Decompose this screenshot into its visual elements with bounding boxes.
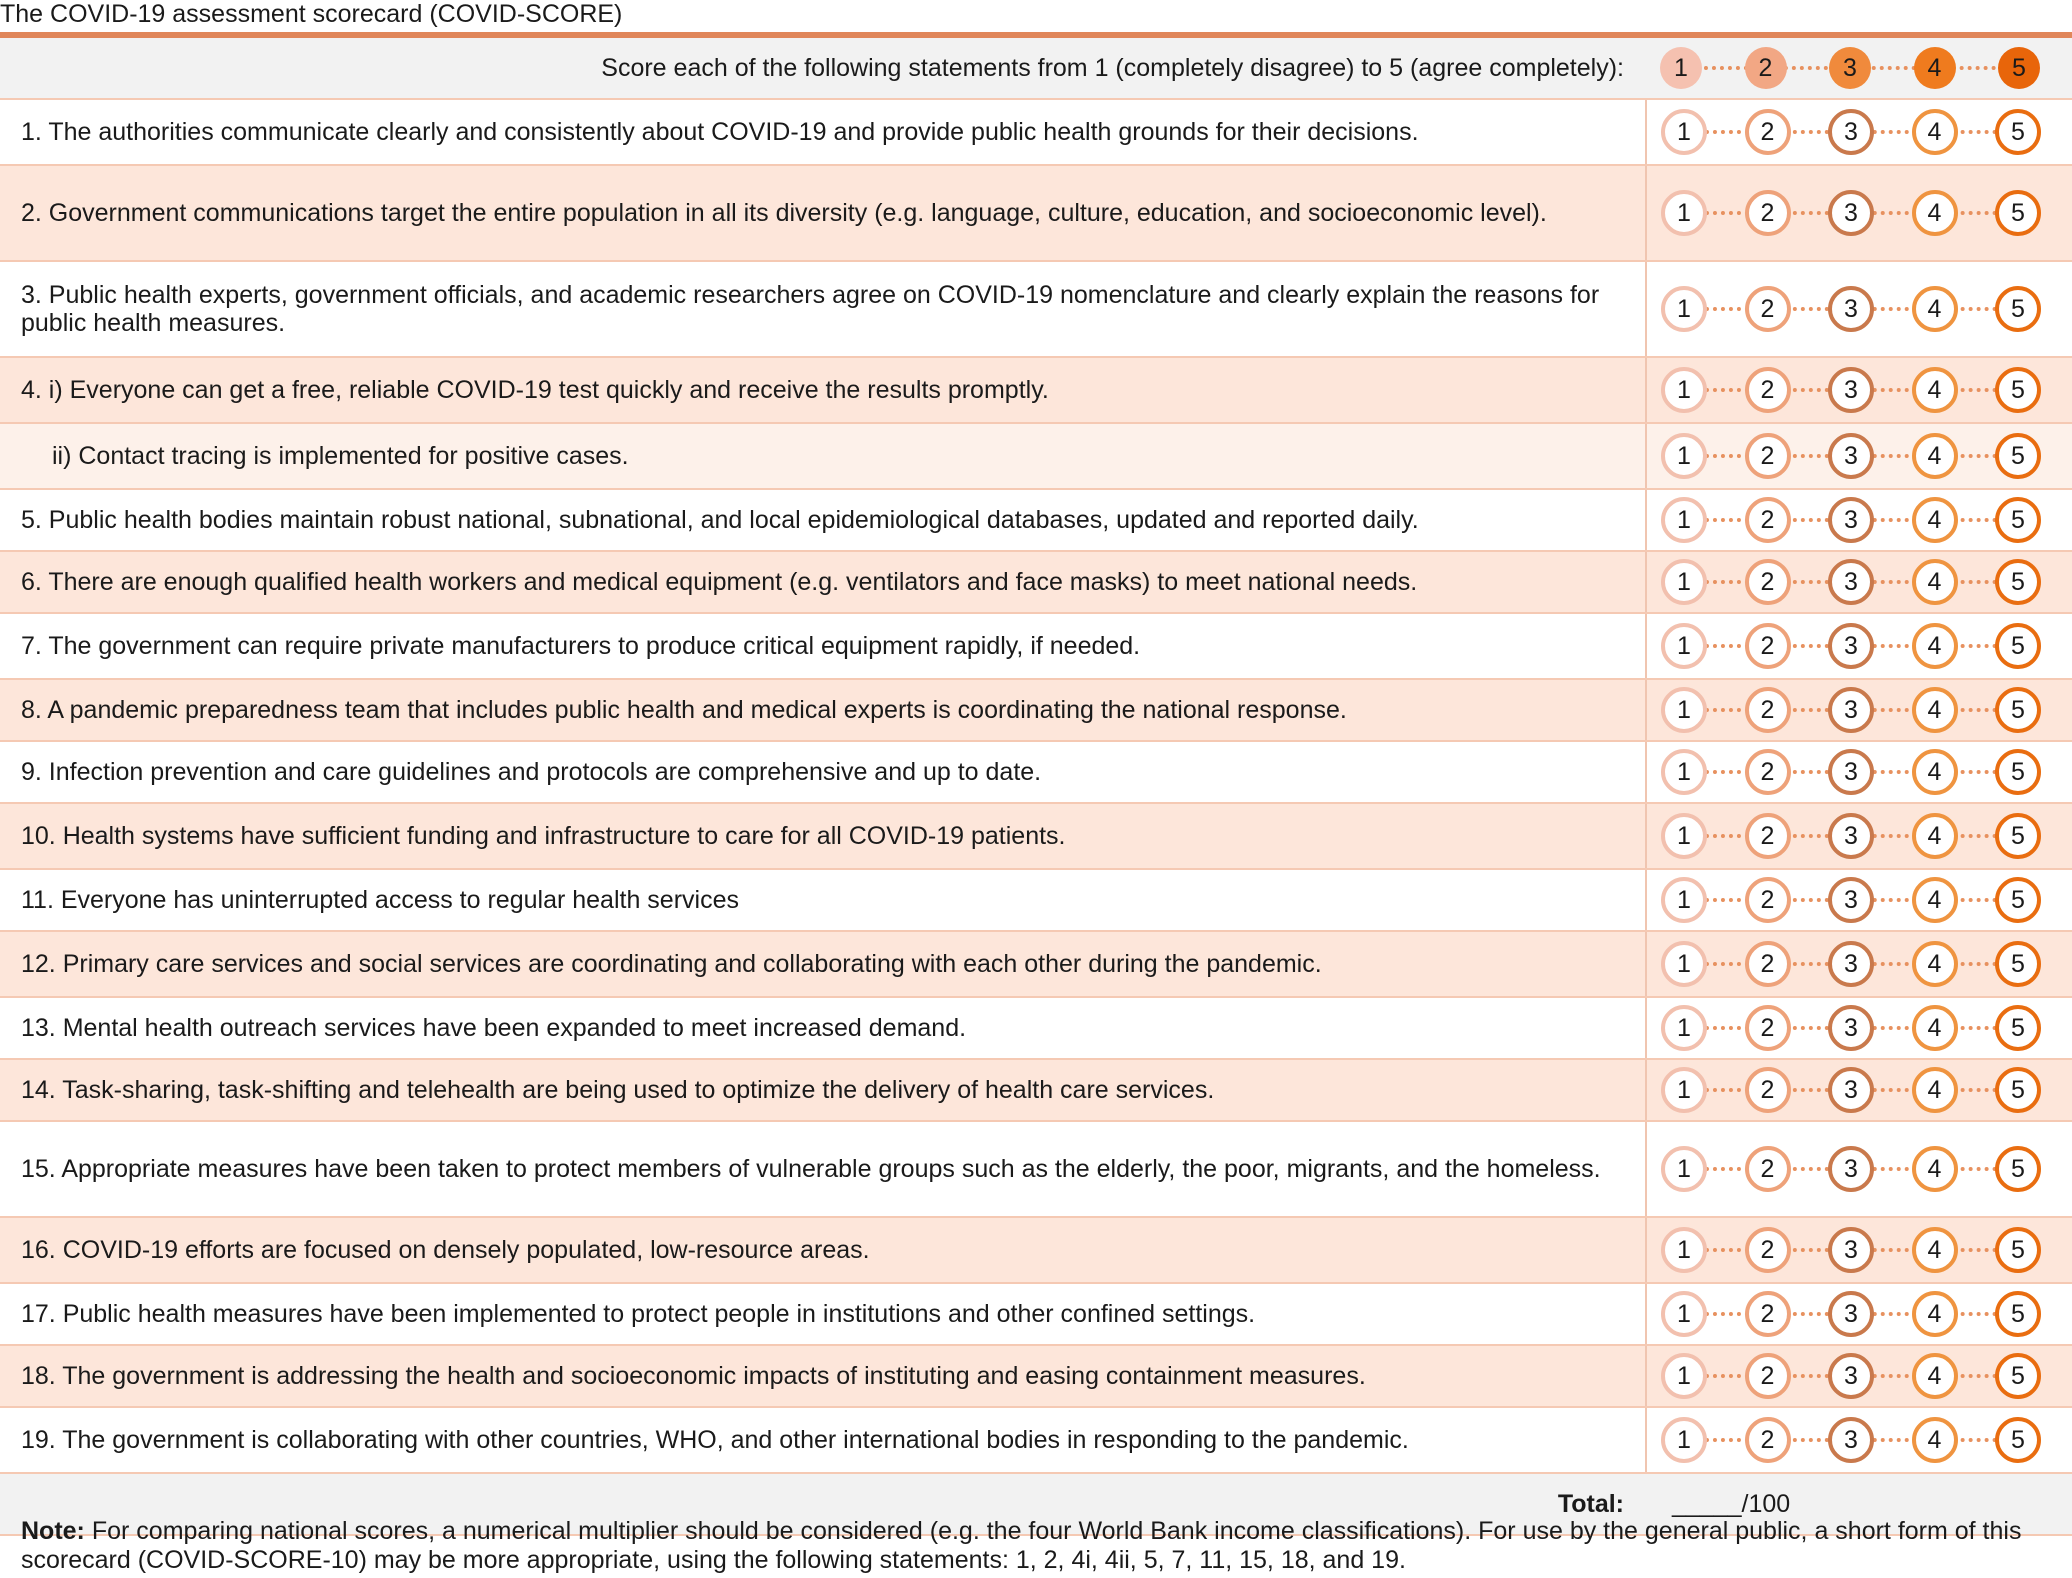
rating-option-1[interactable]: 1	[1661, 1067, 1707, 1113]
rating-options	[1661, 1417, 2041, 1463]
statement-text: 7. The government can require private manufacturers to produce critical equipment rapidly, if needed.	[0, 613, 1646, 679]
rating-option-3[interactable]: 3	[1828, 941, 1874, 987]
rating-options	[1661, 433, 2041, 479]
statement-text: 17. Public health measures have been implemented to protect people in institutions and other confined settings.	[0, 1283, 1646, 1345]
rating-scale	[1646, 803, 2072, 869]
rating-option-4[interactable]: 4	[1912, 109, 1958, 155]
rating-option-3[interactable]: 3	[1828, 367, 1874, 413]
rating-options	[1661, 1353, 2041, 1399]
rating-option-3[interactable]: 3	[1828, 286, 1874, 332]
rating-option-2[interactable]: 2	[1745, 1067, 1791, 1113]
scale-legend-2: 2	[1745, 47, 1787, 89]
note-text: For comparing national scores, a numerical multiplier should be considered (e.g. the four World Bank income classifications). For use by the general public, a short form of this scorecard (COVID-SCORE-10) may be more appropriate, using the following statements: 1, 2, 4i, 4ii, 5, 7, 11, 15, 18, and 19.	[21, 1517, 2022, 1574]
rating-option-5[interactable]: 5	[1995, 877, 2041, 923]
rating-options	[1661, 941, 2041, 987]
statement-text: 15. Appropriate measures have been taken to protect members of vulnerable groups such as the elderly, the poor, migrants, and the homeless.	[0, 1121, 1646, 1217]
rating-option-2[interactable]: 2	[1745, 433, 1791, 479]
rating-option-4[interactable]: 4	[1912, 559, 1958, 605]
rating-option-2[interactable]: 2	[1745, 559, 1791, 605]
rating-option-5[interactable]: 5	[1995, 941, 2041, 987]
statement-row	[0, 357, 2072, 423]
rating-option-5[interactable]: 5	[1995, 1146, 2041, 1192]
rating-options	[1661, 813, 2041, 859]
rating-options	[1661, 190, 2041, 236]
rating-option-2[interactable]: 2	[1745, 367, 1791, 413]
rating-option-3[interactable]: 3	[1828, 190, 1874, 236]
rating-option-2[interactable]: 2	[1745, 1005, 1791, 1051]
rating-option-1[interactable]: 1	[1661, 367, 1707, 413]
rating-options	[1661, 623, 2041, 669]
scale-legend-4: 4	[1914, 47, 1956, 89]
rating-option-5[interactable]: 5	[1995, 687, 2041, 733]
rating-option-1[interactable]: 1	[1661, 749, 1707, 795]
rating-option-1[interactable]: 1	[1661, 1417, 1707, 1463]
rating-option-3[interactable]: 3	[1828, 1291, 1874, 1337]
statement-text: 18. The government is addressing the health and socioeconomic impacts of instituting and easing containment measures.	[0, 1345, 1646, 1407]
statement-row	[0, 679, 2072, 741]
statement-row	[0, 931, 2072, 997]
header-scale-legend	[1660, 47, 2040, 89]
rating-options	[1661, 749, 2041, 795]
rating-scale	[1646, 489, 2072, 551]
statement-text: 13. Mental health outreach services have been expanded to meet increased demand.	[0, 997, 1646, 1059]
statement-text: 12. Primary care services and social services are coordinating and collaborating with each other during the pandemic.	[0, 931, 1646, 997]
rating-option-5[interactable]: 5	[1995, 433, 2041, 479]
rating-option-5[interactable]: 5	[1995, 1227, 2041, 1273]
rating-option-5[interactable]: 5	[1995, 109, 2041, 155]
rating-option-1[interactable]: 1	[1661, 1146, 1707, 1192]
rating-options	[1661, 109, 2041, 155]
rating-options	[1661, 367, 2041, 413]
scorecard-title: The COVID-19 assessment scorecard (COVID-SCORE)	[0, 0, 623, 28]
rating-option-1[interactable]: 1	[1661, 190, 1707, 236]
rating-scale	[1646, 423, 2072, 489]
statement-text: 19. The government is collaborating with other countries, WHO, and other international bodies in responding to the pandemic.	[0, 1407, 1646, 1473]
rating-option-1[interactable]: 1	[1661, 1353, 1707, 1399]
instruction-text: Score each of the following statements from 1 (completely disagree) to 5 (agree completely):	[0, 38, 1646, 99]
total-value[interactable]: _____/100	[1646, 1473, 2072, 1535]
rating-option-4[interactable]: 4	[1912, 1353, 1958, 1399]
rating-option-1[interactable]: 1	[1661, 559, 1707, 605]
rating-scale	[1646, 1407, 2072, 1473]
rating-option-4[interactable]: 4	[1912, 1067, 1958, 1113]
rating-option-5[interactable]: 5	[1995, 623, 2041, 669]
statement-row	[0, 551, 2072, 613]
rating-option-2[interactable]: 2	[1745, 497, 1791, 543]
rating-scale	[1646, 679, 2072, 741]
rating-option-4[interactable]: 4	[1912, 1227, 1958, 1273]
rating-scale	[1646, 1283, 2072, 1345]
rating-option-5[interactable]: 5	[1995, 367, 2041, 413]
rating-option-5[interactable]: 5	[1995, 1417, 2041, 1463]
rating-options	[1661, 497, 2041, 543]
rating-option-3[interactable]: 3	[1828, 497, 1874, 543]
rating-option-2[interactable]: 2	[1745, 687, 1791, 733]
rating-options	[1661, 687, 2041, 733]
rating-option-3[interactable]: 3	[1828, 1227, 1874, 1273]
rating-option-1[interactable]: 1	[1661, 497, 1707, 543]
statement-row	[0, 261, 2072, 357]
statement-row	[0, 741, 2072, 803]
rating-option-5[interactable]: 5	[1995, 813, 2041, 859]
rating-option-4[interactable]: 4	[1912, 497, 1958, 543]
note-label: Note:	[21, 1517, 85, 1545]
statement-row	[0, 1345, 2072, 1407]
statement-row	[0, 997, 2072, 1059]
statement-text: 5. Public health bodies maintain robust national, subnational, and local epidemiological databases, updated and reported daily.	[0, 489, 1646, 551]
rating-option-4[interactable]: 4	[1912, 1291, 1958, 1337]
rating-option-1[interactable]: 1	[1661, 433, 1707, 479]
statement-row	[0, 1283, 2072, 1345]
rating-options	[1661, 1067, 2041, 1113]
rating-scale	[1646, 931, 2072, 997]
rating-option-3[interactable]: 3	[1828, 559, 1874, 605]
rating-option-4[interactable]: 4	[1912, 623, 1958, 669]
rating-scale	[1646, 1217, 2072, 1283]
rating-options	[1661, 1005, 2041, 1051]
rating-scale	[1646, 99, 2072, 165]
rating-option-3[interactable]: 3	[1828, 1146, 1874, 1192]
rating-scale	[1646, 997, 2072, 1059]
rating-options	[1661, 1291, 2041, 1337]
rating-option-2[interactable]: 2	[1745, 1417, 1791, 1463]
rating-option-2[interactable]: 2	[1745, 941, 1791, 987]
rating-option-5[interactable]: 5	[1995, 559, 2041, 605]
rating-options	[1661, 877, 2041, 923]
rating-option-2[interactable]: 2	[1745, 1291, 1791, 1337]
rating-option-3[interactable]: 3	[1828, 813, 1874, 859]
statement-row	[0, 1059, 2072, 1121]
rating-option-3[interactable]: 3	[1828, 1417, 1874, 1463]
rating-scale	[1646, 165, 2072, 261]
rating-option-1[interactable]: 1	[1661, 1227, 1707, 1273]
header-scale	[1646, 38, 2072, 99]
rating-option-2[interactable]: 2	[1745, 286, 1791, 332]
rating-option-5[interactable]: 5	[1995, 1291, 2041, 1337]
statement-row	[0, 1217, 2072, 1283]
rating-option-2[interactable]: 2	[1745, 190, 1791, 236]
rating-option-4[interactable]: 4	[1912, 1146, 1958, 1192]
statement-text: 3. Public health experts, government officials, and academic researchers agree on COVID-19 nomenclature and clearly explain the reasons for public health measures.	[0, 261, 1646, 357]
statement-text: ii) Contact tracing is implemented for positive cases.	[0, 423, 1646, 489]
rating-scale	[1646, 551, 2072, 613]
rating-scale	[1646, 741, 2072, 803]
scale-legend-3: 3	[1829, 47, 1871, 89]
rating-option-2[interactable]: 2	[1745, 623, 1791, 669]
rating-option-2[interactable]: 2	[1745, 109, 1791, 155]
rating-scale	[1646, 869, 2072, 931]
rating-scale	[1646, 261, 2072, 357]
rating-option-1[interactable]: 1	[1661, 286, 1707, 332]
rating-options	[1661, 559, 2041, 605]
header-row	[0, 38, 2072, 99]
statement-text: 9. Infection prevention and care guidelines and protocols are comprehensive and up to date.	[0, 741, 1646, 803]
statement-text: 11. Everyone has uninterrupted access to regular health services	[0, 869, 1646, 931]
rating-option-1[interactable]: 1	[1661, 687, 1707, 733]
rating-options	[1661, 1146, 2041, 1192]
statement-row	[0, 165, 2072, 261]
rating-option-1[interactable]: 1	[1661, 877, 1707, 923]
rating-option-3[interactable]: 3	[1828, 749, 1874, 795]
rating-option-3[interactable]: 3	[1828, 1067, 1874, 1113]
rating-option-4[interactable]: 4	[1912, 1417, 1958, 1463]
rating-option-2[interactable]: 2	[1745, 1353, 1791, 1399]
rating-option-3[interactable]: 3	[1828, 1005, 1874, 1051]
rating-option-3[interactable]: 3	[1828, 623, 1874, 669]
rating-option-1[interactable]: 1	[1661, 813, 1707, 859]
scale-legend-1: 1	[1660, 47, 1702, 89]
scale-legend-5: 5	[1998, 47, 2040, 89]
rating-option-1[interactable]: 1	[1661, 1291, 1707, 1337]
statement-text: 8. A pandemic preparedness team that includes public health and medical experts is coordinating the national response.	[0, 679, 1646, 741]
statement-text: 10. Health systems have sufficient funding and infrastructure to care for all COVID-19 patients.	[0, 803, 1646, 869]
total-label: Total:	[0, 1473, 1646, 1535]
rating-option-3[interactable]: 3	[1828, 687, 1874, 733]
rating-option-5[interactable]: 5	[1995, 749, 2041, 795]
scorecard-table	[0, 38, 2072, 1536]
statement-text: 6. There are enough qualified health workers and medical equipment (e.g. ventilators and face masks) to meet national needs.	[0, 551, 1646, 613]
statement-row	[0, 869, 2072, 931]
rating-option-3[interactable]: 3	[1828, 109, 1874, 155]
statement-row	[0, 1407, 2072, 1473]
rating-scale	[1646, 357, 2072, 423]
rating-option-1[interactable]: 1	[1661, 109, 1707, 155]
rating-option-5[interactable]: 5	[1995, 1067, 2041, 1113]
rating-option-4[interactable]: 4	[1912, 749, 1958, 795]
rating-option-3[interactable]: 3	[1828, 877, 1874, 923]
rating-scale	[1646, 613, 2072, 679]
rating-option-2[interactable]: 2	[1745, 813, 1791, 859]
rating-option-5[interactable]: 5	[1995, 497, 2041, 543]
rating-option-1[interactable]: 1	[1661, 1005, 1707, 1051]
rating-option-4[interactable]: 4	[1912, 813, 1958, 859]
rating-option-5[interactable]: 5	[1995, 1353, 2041, 1399]
footnote	[21, 1517, 2051, 1575]
statement-text: 2. Government communications target the entire population in all its diversity (e.g. language, culture, education, and socioeconomic level).	[0, 165, 1646, 261]
statement-row	[0, 423, 2072, 489]
rating-option-4[interactable]: 4	[1912, 877, 1958, 923]
rating-option-4[interactable]: 4	[1912, 1005, 1958, 1051]
rating-option-1[interactable]: 1	[1661, 623, 1707, 669]
statement-row	[0, 613, 2072, 679]
rating-option-1[interactable]: 1	[1661, 941, 1707, 987]
rating-options	[1661, 1227, 2041, 1273]
rating-options	[1661, 286, 2041, 332]
rating-option-2[interactable]: 2	[1745, 877, 1791, 923]
statement-text: 16. COVID-19 efforts are focused on densely populated, low-resource areas.	[0, 1217, 1646, 1283]
rating-option-4[interactable]: 4	[1912, 941, 1958, 987]
rating-option-4[interactable]: 4	[1912, 687, 1958, 733]
statement-text: 1. The authorities communicate clearly and consistently about COVID-19 and provide public health grounds for their decisions.	[0, 99, 1646, 165]
statement-text: 14. Task-sharing, task-shifting and telehealth are being used to optimize the delivery of health care services.	[0, 1059, 1646, 1121]
rating-option-2[interactable]: 2	[1745, 749, 1791, 795]
rating-option-5[interactable]: 5	[1995, 190, 2041, 236]
statement-row	[0, 489, 2072, 551]
rating-option-3[interactable]: 3	[1828, 1353, 1874, 1399]
statement-row	[0, 99, 2072, 165]
rating-option-4[interactable]: 4	[1912, 286, 1958, 332]
rating-option-4[interactable]: 4	[1912, 190, 1958, 236]
rating-scale	[1646, 1345, 2072, 1407]
rating-option-2[interactable]: 2	[1745, 1227, 1791, 1273]
rating-scale	[1646, 1121, 2072, 1217]
rating-option-2[interactable]: 2	[1745, 1146, 1791, 1192]
rating-option-5[interactable]: 5	[1995, 286, 2041, 332]
statement-row	[0, 803, 2072, 869]
rating-option-5[interactable]: 5	[1995, 1005, 2041, 1051]
rating-option-4[interactable]: 4	[1912, 433, 1958, 479]
statement-row	[0, 1121, 2072, 1217]
rating-option-3[interactable]: 3	[1828, 433, 1874, 479]
statement-text: 4. i) Everyone can get a free, reliable COVID-19 test quickly and receive the results promptly.	[0, 357, 1646, 423]
rating-option-4[interactable]: 4	[1912, 367, 1958, 413]
rating-scale	[1646, 1059, 2072, 1121]
